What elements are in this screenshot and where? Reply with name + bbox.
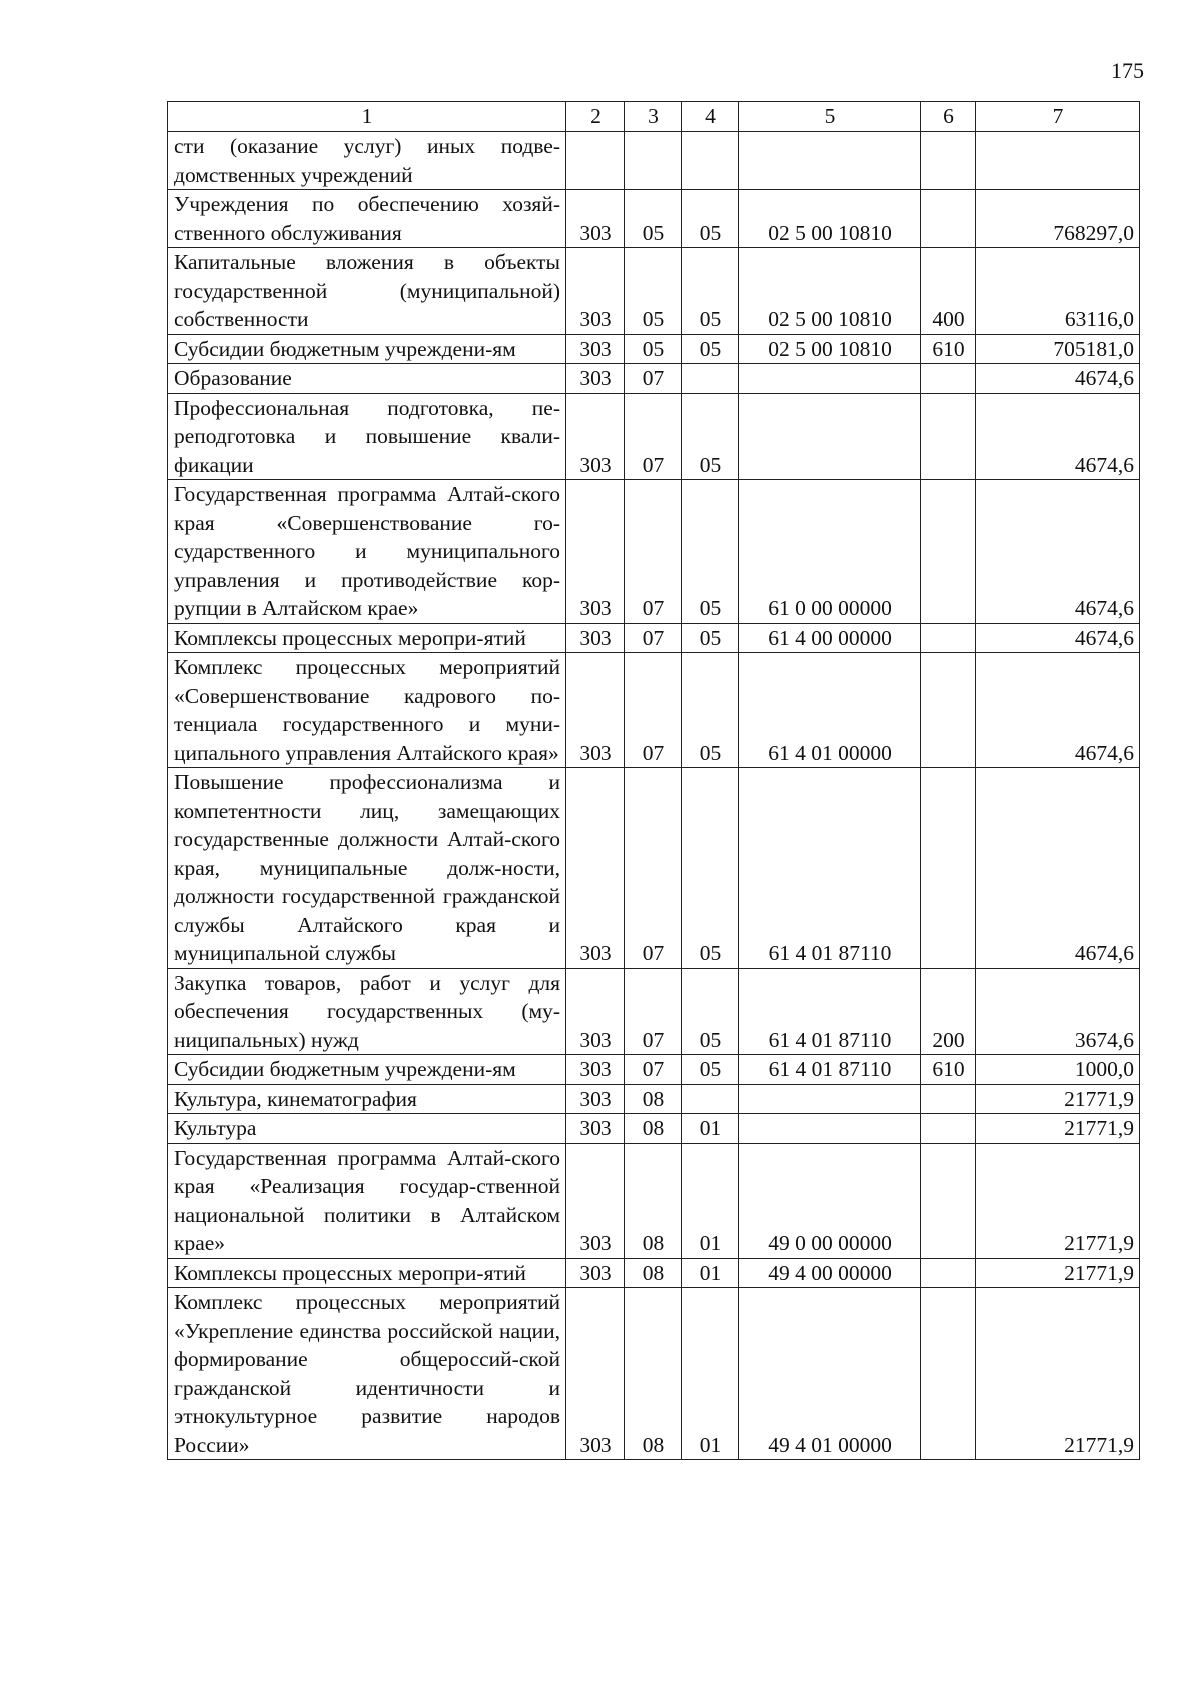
row-admin-code: 303 xyxy=(566,1258,625,1288)
row-name: Комплекс процессных мероприятий «Укрепление единства российской нации, формирование общероссий-ской гражданской идентичности и этнокультурное развитие народов России» xyxy=(168,1288,566,1460)
row-admin-code: 303 xyxy=(566,1143,625,1258)
header-col-2: 2 xyxy=(566,102,625,132)
header-col-3: 3 xyxy=(625,102,682,132)
row-section: 07 xyxy=(625,768,682,969)
table-row xyxy=(168,393,1140,480)
row-name: Капитальные вложения в объекты государственной (муниципальной) собственности xyxy=(168,248,566,335)
row-name: Комплекс процессных мероприятий «Совершенствование кадрового по-тенциала государственного и муни-ципального управления Алтайского края» xyxy=(168,653,566,768)
row-admin-code: 303 xyxy=(566,768,625,969)
header-col-1: 1 xyxy=(168,102,566,132)
row-admin-code: 303 xyxy=(566,480,625,624)
row-expense-type: 610 xyxy=(921,1055,976,1085)
row-section: 07 xyxy=(625,364,682,394)
row-expense-type xyxy=(921,1288,976,1460)
row-admin-code: 303 xyxy=(566,1055,625,1085)
row-expense-type xyxy=(921,623,976,653)
row-subsection: 05 xyxy=(682,248,739,335)
row-expense-type xyxy=(921,132,976,190)
row-section: 08 xyxy=(625,1288,682,1460)
row-section: 05 xyxy=(625,248,682,335)
table-row xyxy=(168,653,1140,768)
row-name: Комплексы процессных меропри-ятий xyxy=(168,623,566,653)
row-name: Профессиональная подготовка, пе-реподготовка и повышение квали-фикации xyxy=(168,393,566,480)
row-target-article: 02 5 00 10810 xyxy=(739,248,921,335)
row-subsection: 01 xyxy=(682,1143,739,1258)
page-number: 175 xyxy=(1111,58,1144,83)
row-expense-type xyxy=(921,768,976,969)
row-amount: 4674,6 xyxy=(976,480,1140,624)
row-amount: 21771,9 xyxy=(976,1258,1140,1288)
row-expense-type xyxy=(921,364,976,394)
row-admin-code: 303 xyxy=(566,1288,625,1460)
row-expense-type xyxy=(921,1258,976,1288)
row-target-article xyxy=(739,132,921,190)
row-subsection xyxy=(682,1084,739,1114)
row-name: сти (оказание услуг) иных подве-домственных учреждений xyxy=(168,132,566,190)
table-row xyxy=(168,132,1140,190)
row-name: Учреждения по обеспечению хозяй-ственного обслуживания xyxy=(168,190,566,248)
row-subsection: 05 xyxy=(682,623,739,653)
row-subsection: 05 xyxy=(682,968,739,1055)
row-section: 07 xyxy=(625,1055,682,1085)
row-name: Субсидии бюджетным учреждени-ям xyxy=(168,1055,566,1085)
row-section: 08 xyxy=(625,1114,682,1144)
row-target-article xyxy=(739,364,921,394)
row-name: Субсидии бюджетным учреждени-ям xyxy=(168,334,566,364)
table-row xyxy=(168,190,1140,248)
row-target-article xyxy=(739,1114,921,1144)
budget-table xyxy=(167,101,1140,1460)
row-section: 07 xyxy=(625,623,682,653)
table-row xyxy=(168,364,1140,394)
row-subsection xyxy=(682,364,739,394)
row-admin-code: 303 xyxy=(566,1084,625,1114)
row-subsection: 01 xyxy=(682,1288,739,1460)
header-col-4: 4 xyxy=(682,102,739,132)
row-subsection: 05 xyxy=(682,653,739,768)
row-target-article: 49 4 00 00000 xyxy=(739,1258,921,1288)
row-admin-code: 303 xyxy=(566,653,625,768)
table-row xyxy=(168,1084,1140,1114)
row-target-article: 02 5 00 10810 xyxy=(739,334,921,364)
table-row xyxy=(168,334,1140,364)
row-admin-code xyxy=(566,132,625,190)
header-col-7: 7 xyxy=(976,102,1140,132)
row-admin-code: 303 xyxy=(566,968,625,1055)
row-amount: 3674,6 xyxy=(976,968,1140,1055)
row-admin-code: 303 xyxy=(566,393,625,480)
row-subsection: 01 xyxy=(682,1114,739,1144)
row-subsection: 05 xyxy=(682,393,739,480)
row-target-article xyxy=(739,393,921,480)
row-section: 05 xyxy=(625,190,682,248)
table-row xyxy=(168,968,1140,1055)
row-amount: 4674,6 xyxy=(976,623,1140,653)
row-name: Закупка товаров, работ и услуг для обеспечения государственных (му-ниципальных) нужд xyxy=(168,968,566,1055)
row-name: Культура xyxy=(168,1114,566,1144)
table-row xyxy=(168,1258,1140,1288)
row-amount: 4674,6 xyxy=(976,393,1140,480)
row-amount xyxy=(976,132,1140,190)
row-amount: 4674,6 xyxy=(976,364,1140,394)
row-subsection: 01 xyxy=(682,1258,739,1288)
row-name: Образование xyxy=(168,364,566,394)
row-target-article: 49 0 00 00000 xyxy=(739,1143,921,1258)
row-subsection: 05 xyxy=(682,480,739,624)
row-target-article: 61 4 01 87110 xyxy=(739,968,921,1055)
row-subsection: 05 xyxy=(682,768,739,969)
row-target-article: 61 0 00 00000 xyxy=(739,480,921,624)
table-header-row xyxy=(168,102,1140,132)
row-name: Государственная программа Алтай-ского края «Реализация государ-ственной национальной политики в Алтайском крае» xyxy=(168,1143,566,1258)
table-row xyxy=(168,623,1140,653)
row-admin-code: 303 xyxy=(566,334,625,364)
row-subsection: 05 xyxy=(682,190,739,248)
row-section: 07 xyxy=(625,968,682,1055)
row-amount: 21771,9 xyxy=(976,1114,1140,1144)
row-target-article xyxy=(739,1084,921,1114)
row-name: Комплексы процессных меропри-ятий xyxy=(168,1258,566,1288)
header-col-6: 6 xyxy=(921,102,976,132)
row-expense-type xyxy=(921,190,976,248)
row-target-article: 02 5 00 10810 xyxy=(739,190,921,248)
row-expense-type: 610 xyxy=(921,334,976,364)
row-name: Государственная программа Алтай-ского края «Совершенствование го-сударственного и муниципального управления и противодействие кор-рупции в Алтайском крае» xyxy=(168,480,566,624)
row-amount: 63116,0 xyxy=(976,248,1140,335)
row-section: 07 xyxy=(625,480,682,624)
row-target-article: 61 4 01 87110 xyxy=(739,768,921,969)
row-admin-code: 303 xyxy=(566,248,625,335)
row-subsection xyxy=(682,132,739,190)
row-admin-code: 303 xyxy=(566,1114,625,1144)
row-expense-type xyxy=(921,1143,976,1258)
row-target-article: 61 4 00 00000 xyxy=(739,623,921,653)
table-row xyxy=(168,480,1140,624)
row-amount: 768297,0 xyxy=(976,190,1140,248)
row-section: 08 xyxy=(625,1143,682,1258)
row-target-article: 61 4 01 87110 xyxy=(739,1055,921,1085)
row-amount: 1000,0 xyxy=(976,1055,1140,1085)
table-row xyxy=(168,1288,1140,1460)
table-row xyxy=(168,1143,1140,1258)
row-section: 07 xyxy=(625,393,682,480)
table-row xyxy=(168,768,1140,969)
row-subsection: 05 xyxy=(682,1055,739,1085)
row-amount: 705181,0 xyxy=(976,334,1140,364)
table-row xyxy=(168,248,1140,335)
row-amount: 21771,9 xyxy=(976,1143,1140,1258)
row-section xyxy=(625,132,682,190)
header-col-5: 5 xyxy=(739,102,921,132)
row-expense-type xyxy=(921,480,976,624)
row-name: Культура, кинематография xyxy=(168,1084,566,1114)
row-expense-type xyxy=(921,653,976,768)
row-admin-code: 303 xyxy=(566,623,625,653)
table-row xyxy=(168,1055,1140,1085)
row-expense-type: 200 xyxy=(921,968,976,1055)
row-section: 08 xyxy=(625,1258,682,1288)
row-expense-type xyxy=(921,393,976,480)
row-section: 05 xyxy=(625,334,682,364)
row-amount: 4674,6 xyxy=(976,653,1140,768)
row-expense-type xyxy=(921,1114,976,1144)
row-expense-type xyxy=(921,1084,976,1114)
row-section: 08 xyxy=(625,1084,682,1114)
row-section: 07 xyxy=(625,653,682,768)
row-admin-code: 303 xyxy=(566,190,625,248)
row-subsection: 05 xyxy=(682,334,739,364)
row-amount: 21771,9 xyxy=(976,1288,1140,1460)
row-target-article: 61 4 01 00000 xyxy=(739,653,921,768)
row-expense-type: 400 xyxy=(921,248,976,335)
table-row xyxy=(168,1114,1140,1144)
row-admin-code: 303 xyxy=(566,364,625,394)
row-amount: 21771,9 xyxy=(976,1084,1140,1114)
row-name: Повышение профессионализма и компетентности лиц, замещающих государственные должности Алтай-ского края, муниципальные долж-ности, должности государственной гражданской службы Алтайского края и муниципальной службы xyxy=(168,768,566,969)
row-target-article: 49 4 01 00000 xyxy=(739,1288,921,1460)
row-amount: 4674,6 xyxy=(976,768,1140,969)
